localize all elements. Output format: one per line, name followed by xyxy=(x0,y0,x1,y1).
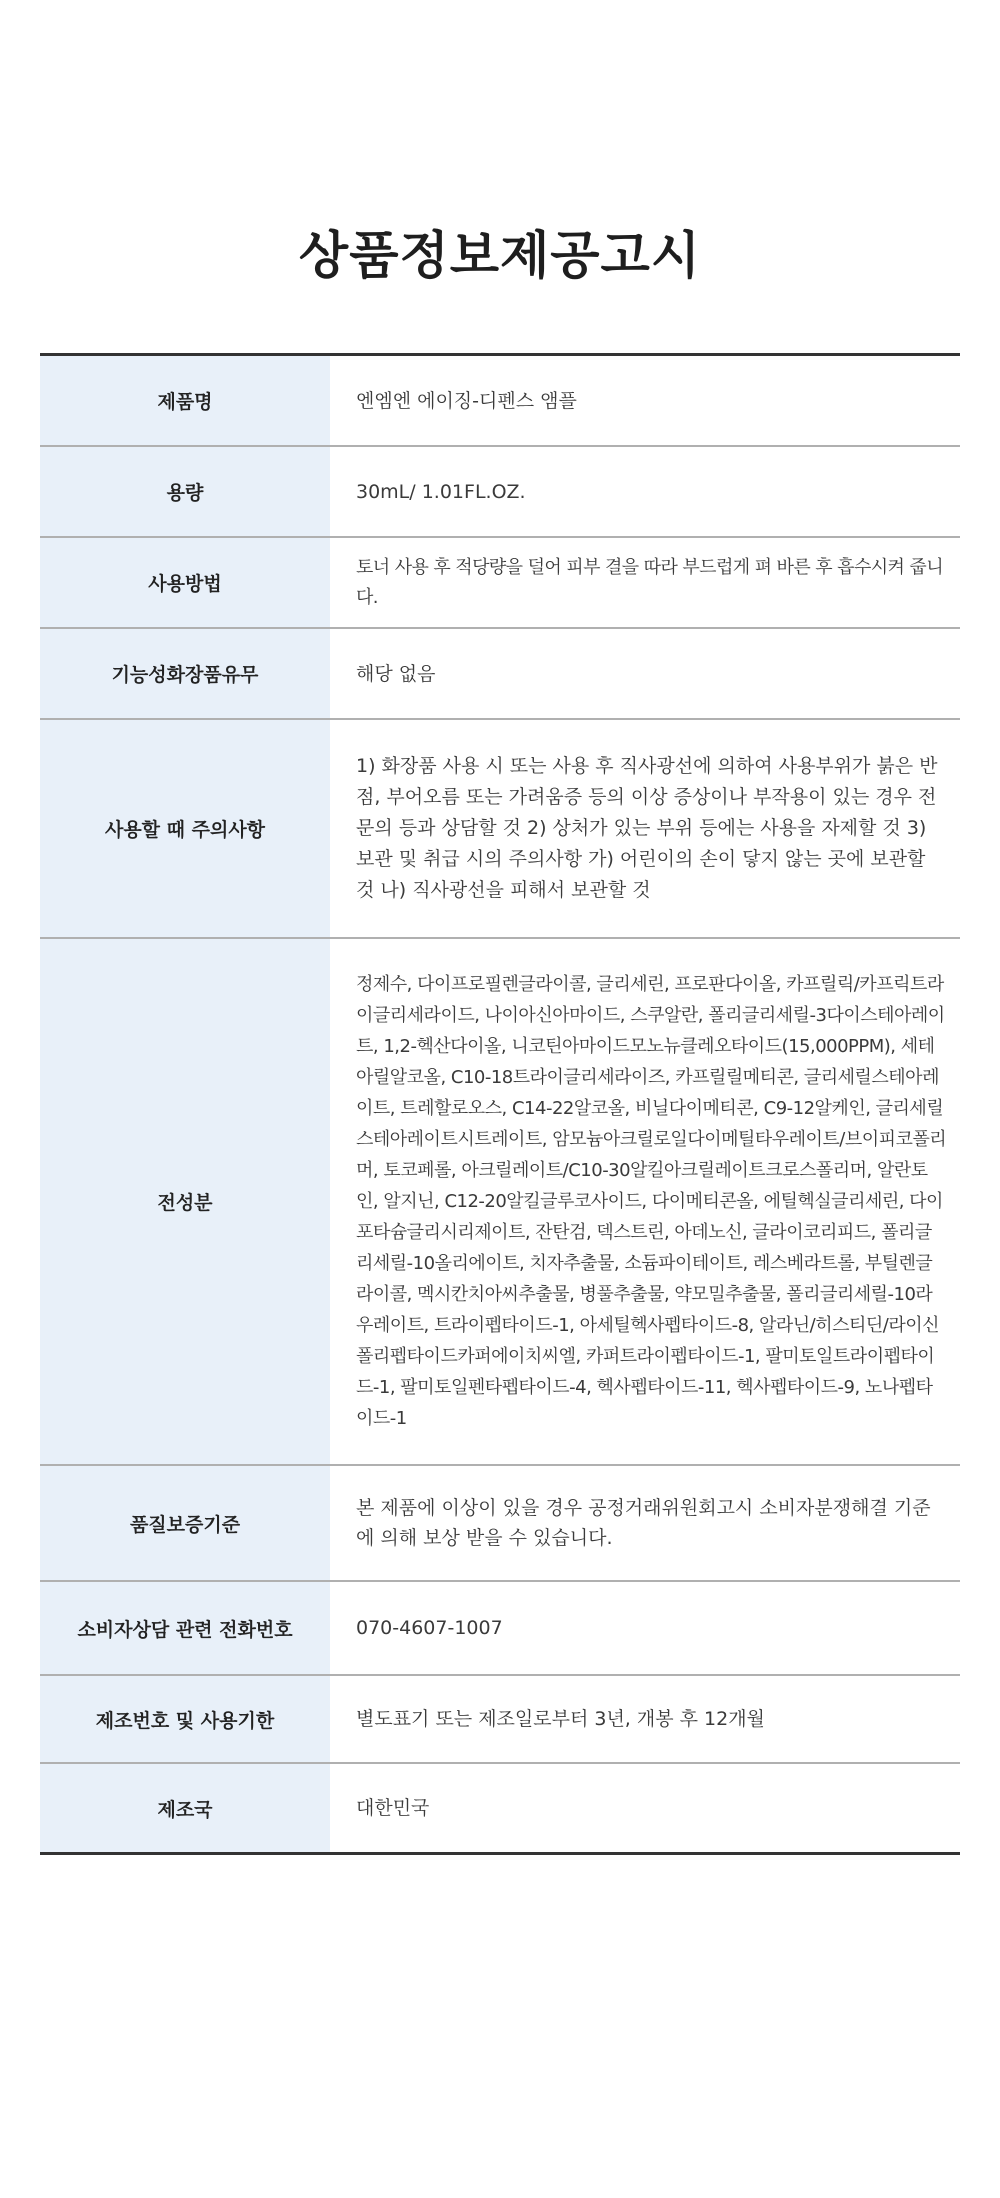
row-label: 제조번호 및 사용기한 xyxy=(40,1676,330,1762)
row-label: 제품명 xyxy=(40,356,330,445)
row-value: 토너 사용 후 적당량을 덜어 피부 결을 따라 부드럽게 펴 바른 후 흡수시켜 줍니다. xyxy=(356,556,944,608)
row-value: 070-4607-1007 xyxy=(356,1617,503,1639)
row-label: 사용방법 xyxy=(40,538,330,627)
product-info-table xyxy=(40,353,960,1855)
table-row-functional xyxy=(40,629,960,720)
row-label: 제조국 xyxy=(40,1764,330,1852)
table-row-usage xyxy=(40,538,960,629)
table-row-ingredients xyxy=(40,939,960,1466)
row-value: 해당 없음 xyxy=(356,662,436,685)
row-value: 1) 화장품 사용 시 또는 사용 후 직사광선에 의하여 사용부위가 붉은 반점, 부어오름 또는 가려움증 등의 이상 증상이나 부작용이 있는 경우 전문의 등과 상담할 것 2) 상처가 있는 부위 등에는 사용을 자제할 것 3) 보관 및 취급 시의 주의사항 가) 어린이의 손이 닿지 않는 곳에 보관할 것 나) 직사광선을 피해서 보관할 것 xyxy=(356,755,938,901)
table-row-quality xyxy=(40,1466,960,1582)
table-row-country xyxy=(40,1764,960,1852)
table-row-phone xyxy=(40,1582,960,1676)
row-value: 본 제품에 이상이 있을 경우 공정거래위원회고시 소비자분쟁해결 기준에 의해 보상 받을 수 있습니다. xyxy=(356,1497,931,1549)
row-label: 전성분 xyxy=(40,939,330,1464)
row-value: 대한민국 xyxy=(356,1797,430,1819)
row-value: 엔엠엔 에이징-디펜스 앰플 xyxy=(356,389,577,412)
table-row-precautions xyxy=(40,720,960,939)
row-label: 품질보증기준 xyxy=(40,1466,330,1580)
row-label: 사용할 때 주의사항 xyxy=(40,720,330,937)
row-value: 30mL/ 1.01FL.OZ. xyxy=(356,480,526,503)
table-row-product-name xyxy=(40,356,960,447)
row-value: 정제수, 다이프로필렌글라이콜, 글리세린, 프로판다이올, 카프릴릭/카프릭트라이글리세라이드, 나이아신아마이드, 스쿠알란, 폴리글리세릴-3다이스테아레이트, 1,2-헥산다이올, 니코틴아마이드모노뉴클레오타이드(15,000PPM), 세테아릴알코올, C10-18트라이글리세라이즈, 카프릴릴메티콘, 글리세릴스테아레이트, 트레할로오스, C14-22알코올, 비닐다이메티콘, C9-12알케인, 글리세릴스테아레이트시트레이트, 암모늄아크릴로일다이메틸타우레이트/브이피코폴리머, 토코페롤, 아크릴레이트/C10-30알킬아크릴레이트크로스폴리머, 알란토인, 알지닌, C12-20알킬글루코사이드, 다이메티콘올, 에틸헥실글리세린, 다이포타슘글리시리제이트, 잔탄검, 덱스트린, 아데노신, 글라이코리피드, 폴리글리세릴-10올리에이트, 치자추출물, 소듐파이테이트, 레스베라트롤, 부틸렌글라이콜, 멕시칸치아씨추출물, 병풀추출물, 약모밀추출물, 폴리글리세릴-10라우레이트, 트라이펩타이드-1, 아세틸헥사펩타이드-8, 알라닌/히스티딘/라이신폴리펩타이드카퍼에이치씨엘, 카퍼트라이펩타이드-1, 팔미토일트라이펩타이드-1, 팔미토일펜타펩타이드-4, 헥사펩타이드-11, 헥사펩타이드-9, 노나펩타이드-1 xyxy=(356,974,947,1429)
row-value: 별도표기 또는 제조일로부터 3년, 개봉 후 12개월 xyxy=(356,1708,765,1730)
page-title: 상품정보제공고시 xyxy=(298,227,702,286)
table-row-expiry xyxy=(40,1676,960,1764)
row-label: 용량 xyxy=(40,447,330,536)
table-row-volume xyxy=(40,447,960,538)
row-label: 소비자상담 관련 전화번호 xyxy=(40,1582,330,1674)
row-label: 기능성화장품유무 xyxy=(40,629,330,718)
